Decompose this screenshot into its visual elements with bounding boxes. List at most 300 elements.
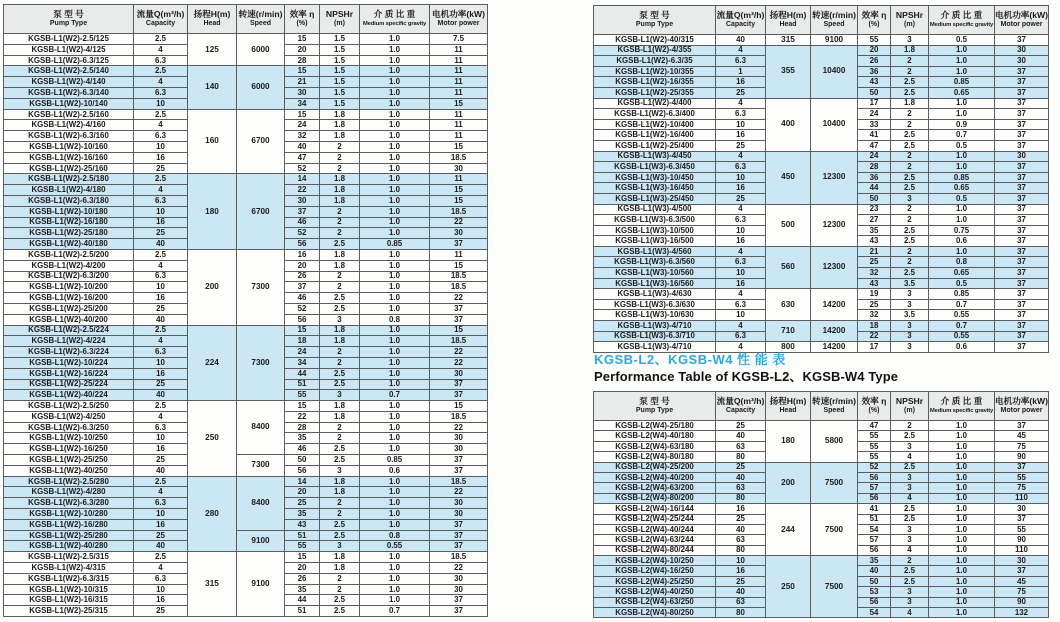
efficiency-cell: 41 — [858, 130, 891, 141]
efficiency-cell: 47 — [858, 421, 891, 431]
npshr-cell: 3 — [891, 483, 929, 493]
capacity-cell: 40 — [134, 390, 188, 401]
npshr-cell: 1.8 — [320, 195, 360, 206]
efficiency-cell: 17 — [858, 342, 891, 353]
capacity-cell: 6.3 — [134, 87, 188, 98]
gravity-cell: 1.0 — [360, 87, 430, 98]
speed-cell: 5800 — [811, 421, 858, 463]
npshr-cell: 4 — [891, 452, 929, 462]
pump-row — [594, 204, 1049, 215]
gravity-cell: 1.0 — [360, 293, 430, 304]
header-row — [594, 6, 1049, 35]
pump-type-cell: KGSB-L1(W3)-10/500 — [594, 225, 716, 236]
npshr-cell: 2.5 — [891, 130, 929, 141]
gravity-cell: 1.0 — [929, 45, 995, 56]
gravity-cell: 1.0 — [929, 483, 995, 493]
npshr-cell: 2 — [891, 204, 929, 215]
gravity-cell: 1.0 — [929, 535, 995, 545]
gravity-cell: 1.0 — [929, 56, 995, 67]
pump-type-cell: KGSB-L1(W2)-16/355 — [594, 77, 716, 88]
pump-type-cell: KGSB-L2(W4)-80/180 — [594, 452, 716, 462]
pump-type-cell: KGSB-L2(W4)-25/200 — [594, 462, 716, 472]
efficiency-cell: 52 — [858, 462, 891, 472]
capacity-cell: 40 — [716, 524, 766, 534]
efficiency-cell: 24 — [285, 347, 320, 358]
pump-type-cell: KGSB-L2(W4)-40/180 — [594, 431, 716, 441]
npshr-cell: 2.5 — [891, 172, 929, 183]
npshr-cell: 2 — [320, 498, 360, 509]
column-header-gravity: 介 质 比 重 Medium specific gravity — [929, 6, 995, 35]
gravity-cell: 1.0 — [360, 163, 430, 174]
gravity-cell: 1.0 — [360, 411, 430, 422]
efficiency-cell: 21 — [858, 246, 891, 257]
capacity-cell: 4 — [716, 342, 766, 353]
power-cell: 45 — [995, 431, 1049, 441]
npshr-cell: 3 — [891, 524, 929, 534]
pump-type-cell: KGSB-L1(W2)-16/280 — [4, 519, 134, 530]
head-cell: 315 — [766, 35, 811, 46]
column-header-gravity: 介 质 比 重 Medium specific gravity — [360, 5, 430, 34]
column-header-efficiency: 效率 η (%) — [285, 5, 320, 34]
column-header-head: 扬程H(m) Head — [766, 392, 811, 421]
gravity-cell: 0.7 — [360, 390, 430, 401]
gravity-cell: 1.0 — [929, 556, 995, 566]
npshr-cell: 2 — [891, 66, 929, 77]
npshr-cell: 2.5 — [320, 606, 360, 617]
efficiency-cell: 44 — [285, 595, 320, 606]
pump-type-cell: KGSB-L1(W2)-2.5/280 — [4, 476, 134, 487]
power-cell: 15 — [430, 401, 488, 412]
efficiency-cell: 46 — [285, 293, 320, 304]
npshr-cell: 2 — [891, 257, 929, 268]
efficiency-cell: 30 — [285, 195, 320, 206]
power-cell: 30 — [430, 573, 488, 584]
pump-type-cell: KGSB-L1(W2)-10/180 — [4, 206, 134, 217]
gravity-cell: 1.0 — [360, 347, 430, 358]
efficiency-cell: 27 — [858, 215, 891, 226]
capacity-cell: 16 — [134, 368, 188, 379]
npshr-cell: 1.8 — [320, 249, 360, 260]
pump-type-cell: KGSB-L1(W2)-16/250 — [4, 444, 134, 455]
capacity-cell: 16 — [716, 130, 766, 141]
pump-type-cell: KGSB-L1(W2)-6.3/200 — [4, 271, 134, 282]
pump-type-cell: KGSB-L1(W2)-2.5/224 — [4, 325, 134, 336]
efficiency-cell: 34 — [285, 357, 320, 368]
capacity-cell: 4 — [134, 260, 188, 271]
npshr-cell: 2 — [891, 246, 929, 257]
efficiency-cell: 26 — [285, 573, 320, 584]
head-cell: 630 — [766, 289, 811, 321]
pump-type-cell: KGSB-L1(W3)-6.3/450 — [594, 162, 716, 173]
capacity-cell: 40 — [716, 587, 766, 597]
gravity-cell: 1.0 — [360, 444, 430, 455]
power-cell: 37 — [995, 299, 1049, 310]
gravity-cell: 1.0 — [360, 552, 430, 563]
pump-type-cell: KGSB-L1(W3)-10/450 — [594, 172, 716, 183]
power-cell: 45 — [995, 576, 1049, 586]
npshr-cell: 3 — [891, 535, 929, 545]
capacity-cell: 25 — [134, 228, 188, 239]
capacity-cell: 6.3 — [134, 131, 188, 142]
gravity-cell: 0.85 — [929, 289, 995, 300]
power-cell: 30 — [430, 498, 488, 509]
capacity-cell: 2.5 — [134, 476, 188, 487]
gravity-cell: 1.0 — [360, 120, 430, 131]
gravity-cell: 0.55 — [929, 331, 995, 342]
pump-type-cell: KGSB-L2(W4)-40/244 — [594, 524, 716, 534]
power-cell: 30 — [430, 163, 488, 174]
pump-type-cell: KGSB-L1(W2)-2.5/315 — [4, 552, 134, 563]
capacity-cell: 25 — [716, 193, 766, 204]
efficiency-cell: 50 — [858, 193, 891, 204]
pump-type-cell: KGSB-L2(W4)-16/250 — [594, 566, 716, 576]
efficiency-cell: 24 — [858, 151, 891, 162]
npshr-cell: 1.5 — [320, 87, 360, 98]
gravity-cell: 1.0 — [360, 195, 430, 206]
pump-type-cell: KGSB-L1(W3)-6.3/560 — [594, 257, 716, 268]
efficiency-cell: 24 — [285, 120, 320, 131]
power-cell: 18.5 — [430, 282, 488, 293]
pump-type-cell: KGSB-L1(W3)-10/630 — [594, 310, 716, 321]
gravity-cell: 1.0 — [929, 472, 995, 482]
power-cell: 37 — [995, 183, 1049, 194]
gravity-cell: 0.7 — [360, 606, 430, 617]
pump-type-cell: KGSB-L1(W3)-6.3/500 — [594, 215, 716, 226]
efficiency-cell: 36 — [858, 172, 891, 183]
npshr-cell: 2 — [320, 141, 360, 152]
capacity-cell: 6.3 — [716, 257, 766, 268]
capacity-cell: 10 — [716, 172, 766, 183]
pump-type-cell: KGSB-L2(W4)-25/244 — [594, 514, 716, 524]
efficiency-cell: 55 — [858, 35, 891, 46]
pump-type-cell: KGSB-L1(W2)-6.3/125 — [4, 55, 134, 66]
npshr-cell: 1.8 — [320, 336, 360, 347]
power-cell: 37 — [430, 595, 488, 606]
capacity-cell: 25 — [716, 421, 766, 431]
efficiency-cell: 36 — [858, 66, 891, 77]
efficiency-cell: 28 — [285, 422, 320, 433]
speed-cell: 7300 — [237, 325, 285, 401]
capacity-cell: 2.5 — [134, 174, 188, 185]
npshr-cell: 1.8 — [320, 552, 360, 563]
efficiency-cell: 34 — [285, 98, 320, 109]
capacity-cell: 40 — [134, 465, 188, 476]
power-cell: 37 — [995, 514, 1049, 524]
efficiency-cell: 46 — [285, 444, 320, 455]
npshr-cell: 1.8 — [891, 98, 929, 109]
speed-cell: 8400 — [237, 476, 285, 530]
power-cell: 11 — [430, 249, 488, 260]
column-header-power: 电机功率(kW) Motor power — [995, 392, 1049, 421]
pump-row — [4, 109, 488, 120]
pump-type-cell: KGSB-L1(W2)-25/250 — [4, 455, 134, 466]
npshr-cell: 2 — [320, 282, 360, 293]
speed-cell: 12300 — [811, 151, 858, 204]
efficiency-cell: 20 — [285, 563, 320, 574]
capacity-cell: 16 — [134, 444, 188, 455]
gravity-cell: 1.0 — [360, 141, 430, 152]
power-cell: 37 — [995, 215, 1049, 226]
capacity-cell: 25 — [134, 379, 188, 390]
efficiency-cell: 35 — [858, 225, 891, 236]
power-cell: 7.5 — [430, 34, 488, 45]
speed-cell: 10400 — [811, 98, 858, 151]
npshr-cell: 1.5 — [320, 66, 360, 77]
pump-type-cell: KGSB-L1(W2)-16/224 — [4, 368, 134, 379]
power-cell: 11 — [430, 66, 488, 77]
pump-type-cell: KGSB-L1(W2)-2.5/140 — [4, 66, 134, 77]
pump-row — [594, 151, 1049, 162]
column-header-npshr: NPSHr (m) — [891, 392, 929, 421]
pump-type-cell: KGSB-L1(W3)-4/500 — [594, 204, 716, 215]
gravity-cell: 1.0 — [360, 174, 430, 185]
capacity-cell: 16 — [716, 504, 766, 514]
npshr-cell: 4 — [891, 493, 929, 503]
capacity-cell: 6.3 — [134, 573, 188, 584]
performance-table-kgsb-l1-right — [593, 5, 1049, 353]
npshr-cell: 1.5 — [320, 77, 360, 88]
speed-cell: 9100 — [237, 552, 285, 617]
efficiency-cell: 56 — [285, 465, 320, 476]
power-cell: 90 — [995, 452, 1049, 462]
capacity-cell: 2.5 — [134, 249, 188, 260]
capacity-cell: 10 — [134, 433, 188, 444]
capacity-cell: 6.3 — [134, 55, 188, 66]
power-cell: 37 — [995, 310, 1049, 321]
speed-cell: 14200 — [811, 321, 858, 342]
npshr-cell: 3 — [891, 321, 929, 332]
head-cell: 355 — [766, 45, 811, 98]
gravity-cell: 0.6 — [360, 465, 430, 476]
gravity-cell: 1.0 — [360, 98, 430, 109]
power-cell: 37 — [995, 162, 1049, 173]
power-cell: 37 — [995, 268, 1049, 279]
speed-cell: 7300 — [237, 249, 285, 325]
capacity-cell: 63 — [716, 441, 766, 451]
gravity-cell: 1.0 — [360, 357, 430, 368]
npshr-cell: 3 — [891, 299, 929, 310]
npshr-cell: 2 — [320, 357, 360, 368]
pump-type-cell: KGSB-L1(W2)-4/200 — [4, 260, 134, 271]
power-cell: 37 — [995, 321, 1049, 332]
power-cell: 11 — [430, 55, 488, 66]
power-cell: 75 — [995, 441, 1049, 451]
capacity-cell: 16 — [134, 152, 188, 163]
speed-cell: 12300 — [811, 204, 858, 246]
npshr-cell: 2.5 — [891, 140, 929, 151]
power-cell: 18.5 — [430, 552, 488, 563]
capacity-cell: 40 — [134, 541, 188, 552]
gravity-cell: 1.0 — [929, 587, 995, 597]
gravity-cell: 1.0 — [360, 422, 430, 433]
pump-type-cell: KGSB-L1(W2)-10/200 — [4, 282, 134, 293]
gravity-cell: 0.8 — [360, 530, 430, 541]
capacity-cell: 40 — [716, 35, 766, 46]
pump-type-cell: KGSB-L1(W2)-4/400 — [594, 98, 716, 109]
section-title-english: Performance Table of KGSB-L2、KGSB-W4 Type — [594, 369, 899, 384]
power-cell: 37 — [995, 35, 1049, 46]
capacity-cell: 6.3 — [134, 422, 188, 433]
npshr-cell: 2.5 — [891, 87, 929, 98]
capacity-cell: 6.3 — [134, 195, 188, 206]
pump-type-cell: KGSB-L2(W4)-80/244 — [594, 545, 716, 555]
npshr-cell: 2 — [320, 152, 360, 163]
column-header-capacity: 流量Q(m³/h) Capacity — [134, 5, 188, 34]
pump-row — [594, 35, 1049, 46]
npshr-cell: 3 — [320, 465, 360, 476]
npshr-cell: 1.8 — [320, 174, 360, 185]
capacity-cell: 16 — [134, 293, 188, 304]
pump-type-cell: KGSB-L1(W2)-6.3/280 — [4, 498, 134, 509]
efficiency-cell: 32 — [285, 131, 320, 142]
efficiency-cell: 50 — [285, 455, 320, 466]
capacity-cell: 40 — [716, 472, 766, 482]
gravity-cell: 0.5 — [929, 35, 995, 46]
header-row — [594, 392, 1049, 421]
npshr-cell: 3 — [891, 193, 929, 204]
efficiency-cell: 25 — [858, 257, 891, 268]
speed-cell: 8400 — [237, 401, 285, 455]
gravity-cell: 1.0 — [360, 336, 430, 347]
power-cell: 37 — [995, 246, 1049, 257]
power-cell: 30 — [995, 56, 1049, 67]
gravity-cell: 1.0 — [360, 249, 430, 260]
efficiency-cell: 26 — [285, 271, 320, 282]
efficiency-cell: 25 — [285, 498, 320, 509]
capacity-cell: 6.3 — [716, 56, 766, 67]
head-cell: 140 — [188, 66, 237, 109]
capacity-cell: 4 — [716, 246, 766, 257]
efficiency-cell: 15 — [285, 325, 320, 336]
capacity-cell: 4 — [716, 98, 766, 109]
speed-cell: 6000 — [237, 34, 285, 66]
capacity-cell: 2.5 — [134, 325, 188, 336]
npshr-cell: 2 — [891, 421, 929, 431]
capacity-cell: 80 — [716, 452, 766, 462]
gravity-cell: 1.0 — [929, 597, 995, 607]
efficiency-cell: 51 — [285, 530, 320, 541]
power-cell: 11 — [430, 131, 488, 142]
head-cell: 180 — [766, 421, 811, 463]
npshr-cell: 2.5 — [891, 566, 929, 576]
npshr-cell: 2 — [320, 228, 360, 239]
pump-row — [594, 45, 1049, 56]
npshr-cell: 2 — [891, 162, 929, 173]
npshr-cell: 2.5 — [320, 455, 360, 466]
pump-row — [4, 552, 488, 563]
gravity-cell: 0.8 — [360, 314, 430, 325]
efficiency-cell: 50 — [858, 87, 891, 98]
capacity-cell: 25 — [716, 140, 766, 151]
capacity-cell: 4 — [716, 45, 766, 56]
capacity-cell: 6.3 — [134, 271, 188, 282]
power-cell: 37 — [995, 462, 1049, 472]
power-cell: 22 — [430, 563, 488, 574]
capacity-cell: 80 — [716, 545, 766, 555]
power-cell: 37 — [995, 278, 1049, 289]
head-cell: 315 — [188, 552, 237, 617]
npshr-cell: 1.8 — [320, 487, 360, 498]
head-cell: 125 — [188, 34, 237, 66]
efficiency-cell: 52 — [285, 163, 320, 174]
npshr-cell: 2 — [891, 56, 929, 67]
npshr-cell: 3 — [891, 342, 929, 353]
npshr-cell: 1.5 — [320, 34, 360, 45]
power-cell: 11 — [430, 87, 488, 98]
gravity-cell: 1.0 — [360, 66, 430, 77]
gravity-cell: 1.0 — [929, 545, 995, 555]
pump-type-cell: KGSB-L1(W2)-25/280 — [4, 530, 134, 541]
capacity-cell: 16 — [134, 217, 188, 228]
gravity-cell: 1.0 — [929, 566, 995, 576]
power-cell: 37 — [995, 236, 1049, 247]
gravity-cell: 1.0 — [929, 608, 995, 618]
efficiency-cell: 55 — [858, 452, 891, 462]
pump-type-cell: KGSB-L1(W3)-4/710 — [594, 321, 716, 332]
pump-type-cell: KGSB-L1(W2)-10/355 — [594, 66, 716, 77]
head-cell: 244 — [766, 504, 811, 556]
power-cell: 37 — [995, 342, 1049, 353]
power-cell: 37 — [995, 193, 1049, 204]
efficiency-cell: 56 — [285, 314, 320, 325]
power-cell: 30 — [430, 584, 488, 595]
npshr-cell: 3 — [891, 35, 929, 46]
power-cell: 30 — [430, 444, 488, 455]
power-cell: 37 — [430, 455, 488, 466]
pump-type-cell: KGSB-L2(W4)-25/250 — [594, 576, 716, 586]
gravity-cell: 0.75 — [929, 225, 995, 236]
efficiency-cell: 46 — [285, 217, 320, 228]
npshr-cell: 2 — [891, 215, 929, 226]
npshr-cell: 2.5 — [320, 303, 360, 314]
capacity-cell: 25 — [716, 514, 766, 524]
speed-cell: 6700 — [237, 174, 285, 250]
npshr-cell: 2 — [320, 573, 360, 584]
capacity-cell: 10 — [134, 206, 188, 217]
efficiency-cell: 52 — [285, 228, 320, 239]
efficiency-cell: 32 — [858, 268, 891, 279]
gravity-cell: 1.0 — [360, 595, 430, 606]
column-header-pump-type: 泵 型 号 Pump Type — [594, 392, 716, 421]
power-cell: 37 — [995, 172, 1049, 183]
power-cell: 22 — [430, 422, 488, 433]
npshr-cell: 3 — [891, 289, 929, 300]
pump-type-cell: KGSB-L2(W4)-40/250 — [594, 587, 716, 597]
power-cell: 37 — [995, 566, 1049, 576]
pump-type-cell: KGSB-L1(W2)-10/224 — [4, 357, 134, 368]
efficiency-cell: 15 — [285, 34, 320, 45]
power-cell: 11 — [430, 77, 488, 88]
head-cell: 710 — [766, 321, 811, 342]
pump-type-cell: KGSB-L1(W2)-2.5/200 — [4, 249, 134, 260]
power-cell: 37 — [995, 421, 1049, 431]
head-cell: 224 — [188, 325, 237, 401]
gravity-cell: 1.0 — [360, 152, 430, 163]
npshr-cell: 2.5 — [320, 519, 360, 530]
npshr-cell: 3.5 — [891, 310, 929, 321]
npshr-cell: 2.5 — [891, 183, 929, 194]
npshr-cell: 1.8 — [320, 109, 360, 120]
pump-type-cell: KGSB-L1(W2)-40/200 — [4, 314, 134, 325]
gravity-cell: 1.0 — [360, 487, 430, 498]
capacity-cell: 25 — [716, 462, 766, 472]
gravity-cell: 1.0 — [360, 44, 430, 55]
npshr-cell: 2.5 — [891, 576, 929, 586]
pump-row — [594, 421, 1049, 431]
efficiency-cell: 50 — [858, 576, 891, 586]
capacity-cell: 1 — [716, 66, 766, 77]
npshr-cell: 1.8 — [320, 325, 360, 336]
